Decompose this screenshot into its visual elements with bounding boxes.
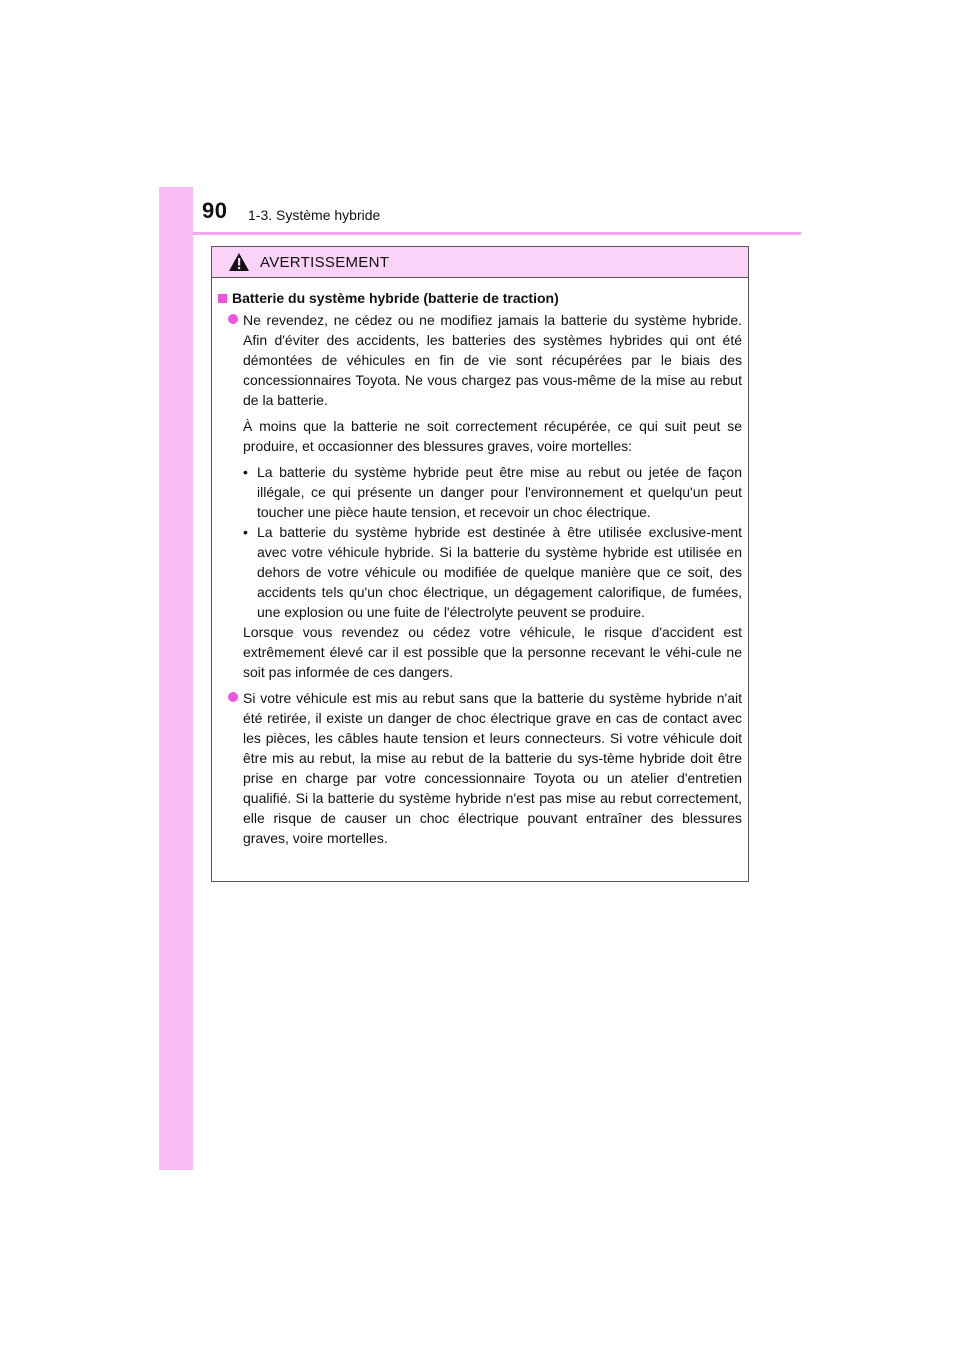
paragraph: Lorsque vous revendez ou cédez votre véhicule, le risque d'accident est extrêmement élevé car il est possible que la personne recevant le véhi-cule ne soit pas informée de ces dangers. xyxy=(243,624,742,680)
header-rule xyxy=(193,232,801,235)
warning-header xyxy=(212,247,748,278)
warning-body xyxy=(212,278,748,848)
page-number: 90 xyxy=(202,198,228,223)
circle-bullet-icon xyxy=(228,692,238,702)
paragraph: Ne revendez, ne cédez ou ne modifiez jamais la batterie du système hybride. Afin d'éviter des accidents, les batteries des systèmes hybrides qui ont été démontées de véhicules en fin de vie sont récupérées par le biais des concessionnaires Toyota. Ne vous chargez pas vous-même de la mise au rebut de la batterie. xyxy=(243,312,742,408)
bullet-block-2 xyxy=(218,688,742,848)
bullet-block-1 xyxy=(218,310,742,682)
warning-subheading xyxy=(218,290,742,306)
subheading-text: Batterie du système hybride (batterie de traction) xyxy=(232,290,559,306)
consequence-list xyxy=(243,462,742,622)
section-title: 1-3. Système hybride xyxy=(248,207,381,223)
warning-box xyxy=(211,246,749,882)
list-item: • La batterie du système hybride est destinée à être utilisée exclusive-ment avec votre véhicule hybride. Si la batterie du système hybride est utilisée en dehors de votre véhicule ou modifiée de quelque manière que ce soit, des accidents tels qu'un choc électrique, un dégagement calorifique, de fumées, une explosion ou une fuite de l'électrolyte peuvent se produire. xyxy=(243,524,742,620)
circle-bullet-icon xyxy=(228,314,238,324)
paragraph: À moins que la batterie ne soit correctement récupérée, ce qui suit peut se produire, et occasionner des blessures graves, voire mortelles: xyxy=(243,418,742,454)
side-color-band xyxy=(159,187,193,1170)
square-bullet-icon xyxy=(218,294,227,303)
list-item: • La batterie du système hybride peut être mise au rebut ou jetée de façon illégale, ce qui présente un danger pour l'environnement et quelqu'un peut toucher une pièce haute tension, et recevoir un choc électrique. xyxy=(243,464,742,520)
warning-title: AVERTISSEMENT xyxy=(260,253,390,271)
warning-triangle-icon xyxy=(228,252,250,272)
paragraph: Si votre véhicule est mis au rebut sans que la batterie du système hybride n'ait été retirée, il existe un danger de choc électrique grave en cas de contact avec les pièces, les câbles haute tension et leurs connecteurs. Si votre véhicule doit être mis au rebut, la mise au rebut de la batterie du sys-tème hybride doit être prise en charge par votre concessionnaire Toyota ou un atelier d'entretien qualifié. Si la batterie du système hybride n'est pas mise au rebut correctement, elle risque de causer un choc électrique pouvant entraîner des blessures graves, voire mortelles. xyxy=(243,690,742,846)
